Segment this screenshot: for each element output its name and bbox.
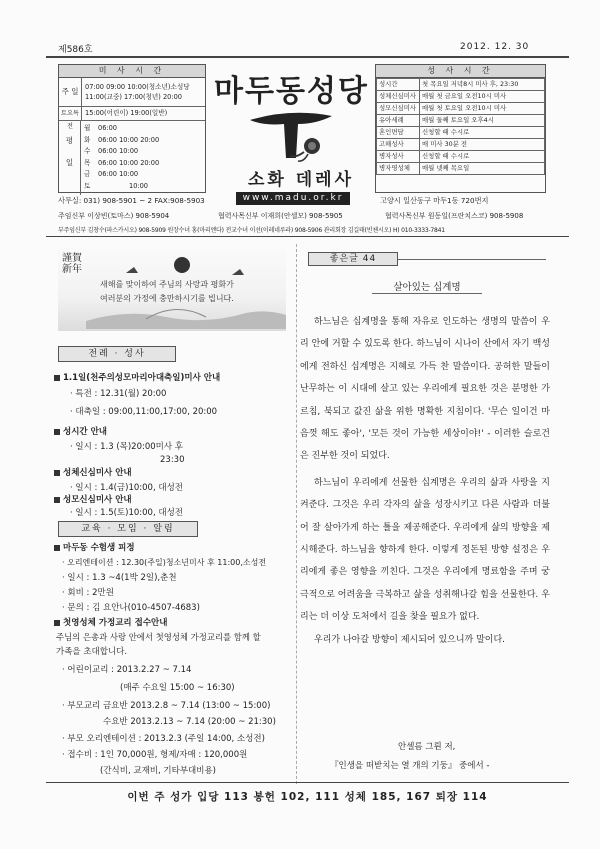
sacrament-label: 병자영성체 bbox=[377, 163, 420, 175]
sacrament-label: 병자성사 bbox=[377, 151, 420, 163]
article-tag: 좋은글 44 bbox=[308, 252, 398, 266]
sacrament-text: 매 미사 30분 전 bbox=[420, 139, 545, 151]
article-body bbox=[300, 311, 550, 651]
sunday-times-1: 07:00 09:00 10:00(청소년)소성당 bbox=[85, 83, 190, 91]
sacrament-text: 신청할 때 수시로 bbox=[420, 151, 545, 163]
liturgy-item-line: · 일시 : 1.5(토)10:00, 대성전 bbox=[70, 508, 183, 518]
education-item-head: 마두동 수험생 피정 bbox=[54, 542, 135, 554]
sacrament-label: 혼인면담 bbox=[377, 127, 420, 139]
saturday-label: 토요특전 bbox=[59, 107, 82, 120]
greeting-line-1: 새해를 맞이하여 주님의 사랑과 평화가 bbox=[100, 280, 234, 289]
sacrament-row bbox=[377, 103, 545, 115]
liturgy-item-head: 1.1일(천주의성모마리아대축일)미사 안내 bbox=[54, 372, 220, 384]
parish-website-link[interactable]: www.madu.or.kr bbox=[236, 192, 350, 205]
education-item-line: · 어린이교리 : 2013.2.27 ~ 7.14 bbox=[62, 665, 192, 675]
sacrament-times-title: 성 사 시 간 bbox=[376, 65, 545, 78]
sacrament-text: 신청할 때 수시로 bbox=[420, 127, 545, 139]
education-item-line: · 일시 : 1.3 ~4(1박 2일),춘천 bbox=[62, 573, 177, 583]
parish-patron: 소화 데레사 bbox=[248, 170, 355, 190]
education-item-line: (매주 수요일 15:00 ~ 16:30) bbox=[120, 683, 235, 693]
assistant-priest-contact-2: 협력사목신부 원동일(프란치스코) 908-5908 bbox=[385, 212, 524, 220]
liturgy-item-head: 성체신심미사 안내 bbox=[54, 467, 132, 479]
sacrament-table bbox=[376, 78, 545, 175]
greeting-line-2: 여러분의 가정에 충만하시기를 빕니다. bbox=[100, 294, 234, 303]
sunday-row bbox=[59, 78, 205, 107]
sacrament-text: 매월 첫 금요일 오전10시 미사 bbox=[420, 91, 545, 103]
crane-landscape-icon bbox=[86, 251, 286, 329]
column-divider bbox=[296, 244, 297, 784]
article-title-underline bbox=[372, 293, 482, 294]
education-item-head: 첫영성체 가정교리 접수안내 bbox=[54, 617, 167, 629]
liturgy-item-line: 23:30 bbox=[160, 455, 185, 465]
liturgy-item-line: · 대축일 : 09:00,11:00,17:00, 20:00 bbox=[70, 407, 218, 417]
education-item-line: · 문의 : 김 요안나(010-4507-4683) bbox=[62, 603, 200, 613]
mass-times-box bbox=[58, 64, 206, 193]
new-year-greeting bbox=[58, 247, 286, 331]
sacrament-row bbox=[377, 115, 545, 127]
weekday-mon: 월 06:00 bbox=[84, 124, 118, 132]
parish-address: 고양시 일산동구 마두1동 720번지 bbox=[380, 196, 489, 205]
article-title: 살아있는 십계명 bbox=[393, 282, 461, 293]
education-item-text: 주님의 은총과 사랑 안에서 첫영성체 가정교리를 함께 할 bbox=[56, 632, 261, 642]
cross-rose-logo-icon bbox=[246, 106, 336, 164]
weekday-thu: 목 06:00 10:00 20:00 bbox=[84, 158, 160, 167]
weekday-fri: 금 06:00 10:00 bbox=[84, 170, 139, 178]
sacrament-label: 고해성사 bbox=[377, 139, 420, 151]
sacrament-label: 성모신심미사 bbox=[377, 103, 420, 115]
article-author: 안셀름 그륀 저, bbox=[398, 742, 456, 752]
article-source: 『인생을 떠받치는 열 개의 기둥』 중에서 - bbox=[330, 761, 490, 771]
sacrament-row bbox=[377, 163, 545, 175]
sacrament-label: 성체신심미사 bbox=[377, 91, 420, 103]
liturgy-item-line: · 특전 : 12.31(월) 20:00 bbox=[70, 389, 167, 399]
office-contact: 사무실: 031) 908-5901 ~ 2 FAX:908-5903 bbox=[58, 196, 205, 205]
saturday-times: 15:00(어린이) 19:00(일반) bbox=[85, 109, 168, 117]
sacrament-text: 매월 둘째 토요일 오후4시 bbox=[420, 115, 545, 127]
liturgy-item-line: · 일시 : 1.3 (목)20:00미사 후 bbox=[70, 442, 183, 452]
sacrament-text: 매월 첫 토요일 오전10시 미사 bbox=[420, 103, 545, 115]
weekday-tue: 화 06:00 10:00 20:00 bbox=[84, 135, 160, 144]
education-item-text: 가족을 초대합니다. bbox=[56, 647, 128, 657]
education-item-line: · 부모 오리엔테이션 : 2013.2.3 (주일 14:00, 소성전) bbox=[62, 734, 265, 744]
issue-number: 제586호 bbox=[58, 45, 93, 55]
sunday-times-2: 11:00(교중) 17:00(청년) 20:00 bbox=[85, 93, 182, 101]
footer-rule bbox=[46, 782, 569, 783]
header-rule bbox=[46, 56, 569, 58]
weekday-block bbox=[59, 121, 205, 195]
education-section-title: 교육 · 모임 · 알림 bbox=[58, 521, 198, 537]
liturgy-item-head: 성모신심미사 안내 bbox=[54, 494, 132, 506]
article-paragraph-3: 우리가 나아갈 방향이 제시되어 있으니까 말이다. bbox=[314, 634, 506, 645]
education-item-line: · 부모교리 금요반 2013.2.8 ~ 7.14 (13:00 ~ 15:00) bbox=[62, 701, 271, 711]
liturgy-item-head: 성시간 안내 bbox=[54, 426, 107, 438]
sunday-label: 주 일 bbox=[59, 78, 82, 106]
sacrament-text: 첫 목요일 저녁8시 미사 후, 23:30 bbox=[420, 79, 545, 91]
assistant-priest-contact-1: 협력사목신부 이재희(안셀모) 908-5905 bbox=[218, 212, 343, 220]
education-item-line: 수요반 2013.2.13 ~ 7.14 (20:00 ~ 21:30) bbox=[103, 717, 276, 727]
liturgy-item-line: · 일시 : 1.4(금)10:00, 대성전 bbox=[70, 483, 183, 493]
contacts-rule bbox=[46, 236, 569, 237]
article-paragraph-1: 하느님은 십계명을 통해 자유로 인도하는 생명의 말씀이 우리 안에 거할 수 있도록 한다. 하느님이 시나이 산에서 자기 백성에게 전하신 십계명은 지혜로 가득 찬 말씀이다. 공허한 말들이 난무하는 이 시대에 살고 있는 우리에게 필요한 것은 분명한 가르침, 북되고 값진 삶을 위한 명확한 지침이다. '무슨 일이건 마음껏 해도 좋아', '모든 것이 가능한 세상이야!' - 이러한 슬로건은 진부한 것이 되었다. bbox=[300, 317, 550, 462]
issue-date: 2012. 12. 30 bbox=[460, 42, 530, 52]
hymn-list: 이번 주 성가 입당 113 봉헌 102, 111 성체 185, 167 퇴장 114 bbox=[127, 791, 488, 803]
sacrament-label: 성시간 bbox=[377, 79, 420, 91]
sacrament-times-box bbox=[375, 64, 546, 193]
liturgy-section-title: 전례 · 성사 bbox=[58, 346, 176, 362]
sacrament-row bbox=[377, 91, 545, 103]
weekday-label: 평 일 bbox=[59, 121, 81, 195]
education-item-line: (간식비, 교재비, 기타부대비용) bbox=[100, 766, 216, 776]
sacrament-row bbox=[377, 127, 545, 139]
education-item-line: · 회비 : 2만원 bbox=[62, 588, 114, 598]
weekday-sat: 토 10:00 bbox=[84, 181, 149, 190]
sacrament-text: 매월 넷째 목요일 bbox=[420, 163, 545, 175]
parish-name: 마두동성당 bbox=[214, 74, 369, 109]
sacrament-label: 유아세례 bbox=[377, 115, 420, 127]
sacrament-row bbox=[377, 139, 545, 151]
sacrament-row bbox=[377, 79, 545, 91]
greeting-stamp: 謹賀新年 bbox=[62, 253, 82, 275]
sacrament-row bbox=[377, 151, 545, 163]
article-tag-rule bbox=[398, 259, 546, 260]
education-item-line: · 오리엔테이션 : 12.30(주일)청소년미사 후 11:00,소성전 bbox=[62, 558, 267, 567]
staff-contact: 부주임신부 김창수(파스카시오) 908-5909 원장수녀 홍(마리엔다) 전교수녀 이선(이레네루라) 908-5906 관리회장 김길태(빈첸시오) H) 010-3333-7841 bbox=[58, 227, 445, 234]
mass-times-title: 미 사 시 간 bbox=[59, 65, 205, 78]
education-item-line: · 접수비 : 1인 70,000원, 형제/자매 : 120,000원 bbox=[62, 750, 248, 760]
pastor-contact: 주임신부 이상빈(토마스) 908-5904 bbox=[58, 212, 170, 220]
article-paragraph-2: 하느님이 우리에게 선물한 십계명은 우리의 삶과 사랑을 지켜준다. 그것은 우리 각자의 삶을 성장시키고 다른 사람과 더불어 잘 살아가게 하는 틀을 제공해준다. 우리에게 삶의 방향을 제시해준다. 하느님을 향하게 한다. 이렇게 정돈된 방향 설정은 우리에게 좋은 영향을 끼친다. 그것은 우리에게 명료함을 주며 궁극적으로 어려움을 극복하고 삶을 성취해나갈 힘을 선물한다. 우리는 더 이상 도처에서 길을 찾을 필요가 없다. bbox=[300, 477, 550, 623]
weekday-wed: 수 06:00 10:00 bbox=[84, 147, 139, 155]
